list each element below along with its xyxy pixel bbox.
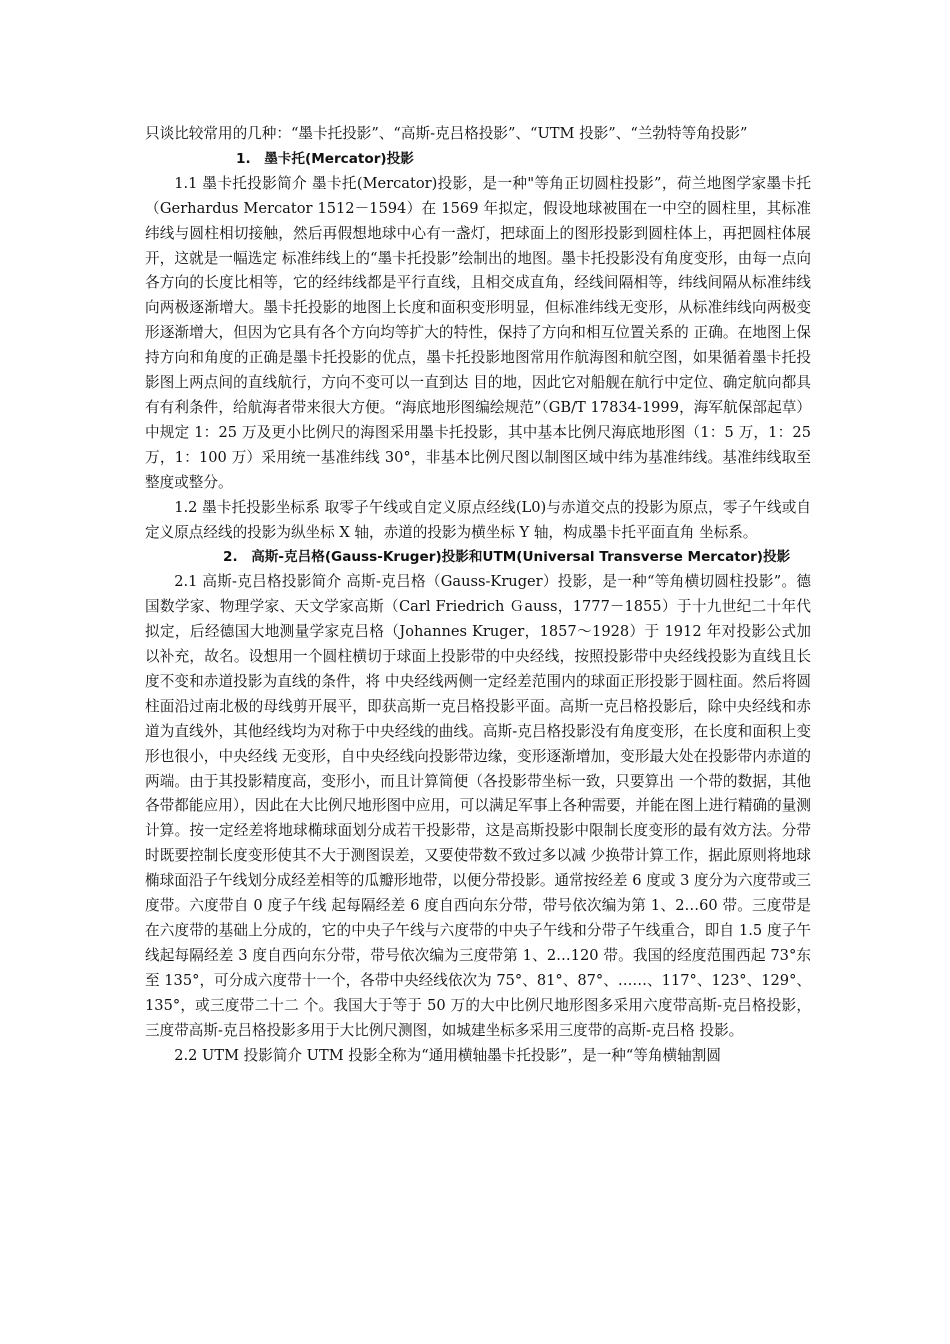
section-2-2-paragraph: 2.2 UTM 投影简介 UTM 投影全称为“通用横轴墨卡托投影”，是一种“等角横轴割圆 (174, 1046, 721, 1064)
section-1-1-paragraph: 1.1 墨卡托投影简介 墨卡托(Mercator)投影，是一种"等角正切圆柱投影”，荷兰地图学家墨卡托（Gerhardus Mercator 1512－1594）在 1569 年拟定，假设地球被围在一中空的圆柱里，其标准纬线与圆柱相切接触，然后再假想地球中心有一盏灯，把球面上的图形投影到圆柱体上，再把圆柱体展开，这就是一幅选定 标准纬线上的“墨卡托投影”绘制出的地图。墨卡托投影没有角度变形，由每一点向各方向的长度比相等，它的经纬线都是平行直线，且相交成直角，经线间隔相等，纬线间隔从标准纬线向两极逐渐增大。墨卡托投影的地图上长度和面积变形明显，但标准纬线无变形，从标准纬线向两极变形逐渐增大，但因为它具有各个方向均等扩大的特性，保持了方向和相互位置关系的 正确。在地图上保持方向和角度的正确是墨卡托投影的优点，墨卡托投影地图常用作航海图和航空图，如果循着墨卡托投影图上两点间的直线航行，方向不变可以一直到达 目的地，因此它对船舰在航行中定位、确定航向都具有有利条件，给航海者带来很大方便。“海底地形图编绘规范”（GB/T 17834-1999，海军航保部起草）中规定 1：25 万及更小比例尺的海图采用墨卡托投影，其中基本比例尺海底地形图（1：5 万，1：25 万，1：100 万）采用统一基准纬线 30°，非基本比例尺图以制图区域中纬为基准纬线。基准纬线取至整度或整分。 (145, 174, 811, 491)
document-page (145, 122, 811, 1068)
section-2-heading: 2. 高斯-克吕格(Gauss-Kruger)投影和UTM(Universal Transverse Mercator)投影 (223, 549, 791, 566)
section-1-heading: 1. 墨卡托(Mercator)投影 (236, 150, 414, 167)
section-2-1-paragraph: 2.1 高斯-克吕格投影简介 高斯-克吕格（Gauss-Kruger）投影，是一种“等角横切圆柱投影”。德国数学家、物理学家、天文学家高斯（Carl Friedrich Ｇauss，1777－1855）于十九世纪二十年代拟定，后经德国大地测量学家克吕格（Johannes Kruger，1857～1928）于 1912 年对投影公式加以补充，故名。设想用一个圆柱横切于球面上投影带的中央经线，按照投影带中央经线投影为直线且长度不变和赤道投影为直线的条件，将 中央经线两侧一定经差范围内的球面正形投影于圆柱面。然后将圆柱面沿过南北极的母线剪开展平，即获高斯一克吕格投影平面。高斯一克吕格投影后，除中央经线和赤道为直线外，其他经线均为对称于中央经线的曲线。高斯-克吕格投影没有角度变形，在长度和面积上变形也很小，中央经线 无变形，自中央经线向投影带边缘，变形逐渐增加，变形最大处在投影带内赤道的两端。由于其投影精度高，变形小，而且计算简便（各投影带坐标一致，只要算出 一个带的数据，其他各带都能应用），因此在大比例尺地形图中应用，可以满足军事上各种需要，并能在图上进行精确的量测计算。按一定经差将地球椭球面划分成若干投影带，这是高斯投影中限制长度变形的最有效方法。分带时既要控制长度变形使其不大于测图误差，又要使带数不致过多以减 少换带计算工作，据此原则将地球椭球面沿子午线划分成经差相等的瓜瓣形地带，以便分带投影。通常按经差 6 度或 3 度分为六度带或三度带。六度带自 0 度子午线 起每隔经差 6 度自西向东分带，带号依次编为第 1、2…60 带。三度带是在六度带的基础上分成的，它的中央子午线与六度带的中央子午线和分带子午线重合，即自 1.5 度子午线起每隔经差 3 度自西向东分带，带号依次编为三度带第 1、2…120 带。我国的经度范围西起 73°东至 135°，可分成六度带十一个，各带中央经线依次为 75°、81°、87°、……、117°、123°、129°、135°，或三度带二十二 个。我国大于等于 50 万的大中比例尺地形图多采用六度带高斯-克吕格投影，三度带高斯-克吕格投影多用于大比例尺测图，如城建坐标多采用三度带的高斯-克吕格 投影。 (145, 573, 811, 1039)
intro-paragraph: 只谈比较常用的几种：“墨卡托投影”、“高斯-克吕格投影”、“UTM 投影”、“兰勃特等角投影” (145, 125, 748, 142)
section-1-2-paragraph: 1.2 墨卡托投影坐标系 取零子午线或自定义原点经线(L0)与赤道交点的投影为原点，零子午线或自定义原点经线的投影为纵坐标 X 轴，赤道的投影为横坐标 Y 轴，构成墨卡托平面直角 坐标系。 (145, 498, 811, 541)
